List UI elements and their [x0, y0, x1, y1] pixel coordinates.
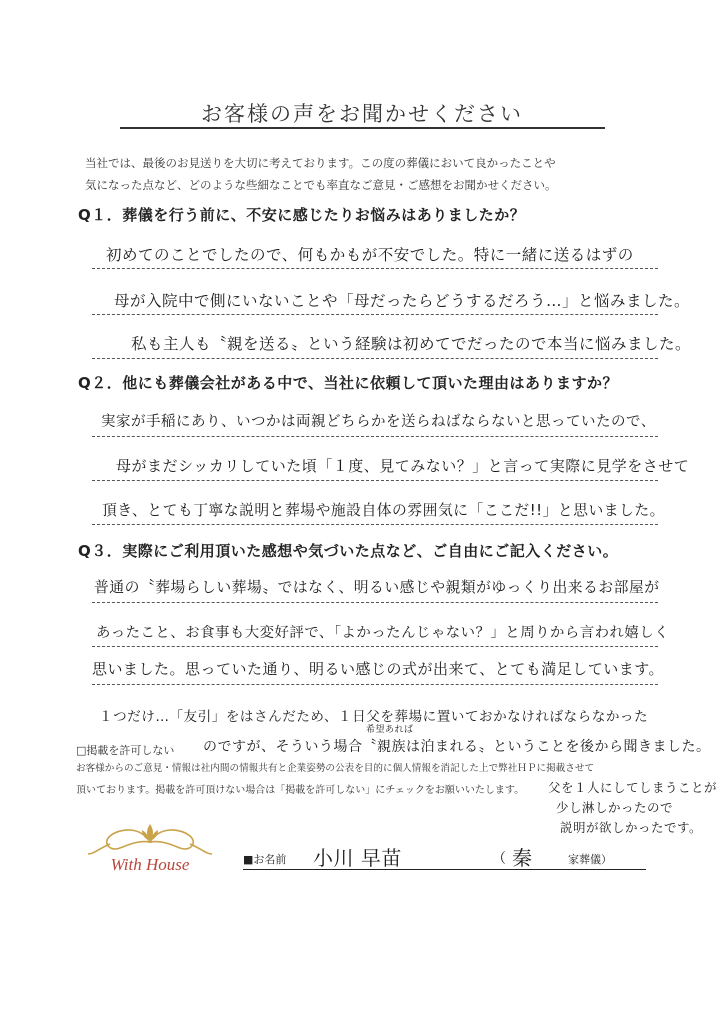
q1-rule-1: [92, 268, 658, 269]
q2-answer-line-2: 母がまだシッカリしていた頃「１度、見てみない？」と言って実際に見学をさせて: [116, 457, 690, 475]
q3-answer-line-4: １つだけ…「友引」をはさんだため、１日父を葬場に置いておかなければならなかった: [99, 709, 649, 725]
q1-answer-line-1: 初めてのことでしたので、何もかもが不安でした。特に一緒に送るはずの: [106, 246, 634, 264]
q3-rule-3: [92, 684, 658, 685]
side-note-line-1: 父を１人にしてしまうことが: [548, 780, 718, 795]
consent-checkbox[interactable]: □掲載を許可しない: [76, 744, 175, 757]
q3-insertion-note: 希望あれば: [366, 725, 414, 735]
q1-answer-line-2: 母が入院中で側にいないことや「母だったらどうするだろう…」と悩みました。: [114, 292, 691, 310]
form-title: お客様の声をお聞かせください: [201, 102, 523, 126]
q3-answer-line-3: 思いました。思っていた通り、明るい感じの式が出来て、とても満足しています。: [92, 660, 665, 678]
q1-rule-2: [92, 314, 658, 315]
q2-answer-line-1: 実家が手稲にあり、いつかは両親どちらかを送らねばならないと思っていたので、: [101, 414, 656, 430]
q2-answer-line-3: 頂き、とても丁寧な説明と葬場や施設自体の雰囲気に「ここだ!!」と思いました。: [102, 502, 665, 519]
consent-note-line-1: お客様からのご意見・情報は社内間の情報共有と企業姿勢の公表を目的に個人情報を消記した上で弊社ＨＰに掲載させて: [76, 763, 595, 774]
family-suffix-label: 家葬儀）: [568, 853, 612, 866]
name-label: ■お名前: [243, 853, 287, 866]
intro-line-2: 気になった点など、どのような些細なことでも率直なご意見・ご感想をお聞かせください。: [85, 178, 557, 192]
question-3: Q３．実際にご利用頂いた感想や気づいた点など、ご自由にご記入ください。: [78, 542, 619, 560]
q2-rule-2: [92, 480, 658, 481]
title-underline: [120, 127, 605, 129]
intro-line-1: 当社では、最後のお見送りを大切に考えております。この度の葬儀において良かったことや: [85, 156, 556, 170]
intro-text: [85, 152, 557, 196]
lotus-logo-icon: [80, 818, 220, 880]
family-open-paren: （: [492, 851, 507, 867]
q3-rule-2: [92, 646, 658, 647]
question-1: Q１．葬儀を行う前に、不安に感じたりお悩みはありましたか？: [78, 206, 526, 224]
q3-answer-line-1: 普通の〝葬場らしい葬場〟ではなく、明るい感じや親類がゆっくり出来るお部屋が: [94, 579, 660, 596]
q3-answer-line-5: のですが、そういう場合〝親族は泊まれる〟ということを後から聞きました。: [203, 739, 711, 755]
with-house-logo: [80, 818, 220, 880]
q2-rule-1: [92, 436, 658, 437]
logo-text: With House: [110, 855, 190, 874]
q3-answer-line-2: あったこと、お食事も大変好評で、「よかったんじゃない？」と周りから言われ嬉しく: [96, 625, 670, 641]
side-note-line-2: 少し淋しかったので: [556, 800, 674, 815]
name-value: 小川 早苗: [313, 846, 402, 870]
side-note-line-3: 説明が欲しかったです。: [560, 820, 703, 835]
name-underline: [243, 869, 646, 870]
q1-rule-3: [92, 358, 658, 359]
q1-answer-line-3: 私も主人も〝親を送る〟という経験は初めてでだったので本当に悩みました。: [131, 335, 692, 353]
family-name-value: 秦: [512, 846, 533, 870]
q2-rule-3: [92, 524, 658, 525]
question-2: Q２．他にも葬儀会社がある中で、当社に依頼して頂いた理由はありますか？: [78, 374, 618, 392]
q3-rule-1: [92, 602, 658, 603]
consent-note-line-2: 頂いております。掲載を許可頂けない場合は「掲載を許可しない」にチェックをお願いいたします。: [76, 785, 525, 796]
